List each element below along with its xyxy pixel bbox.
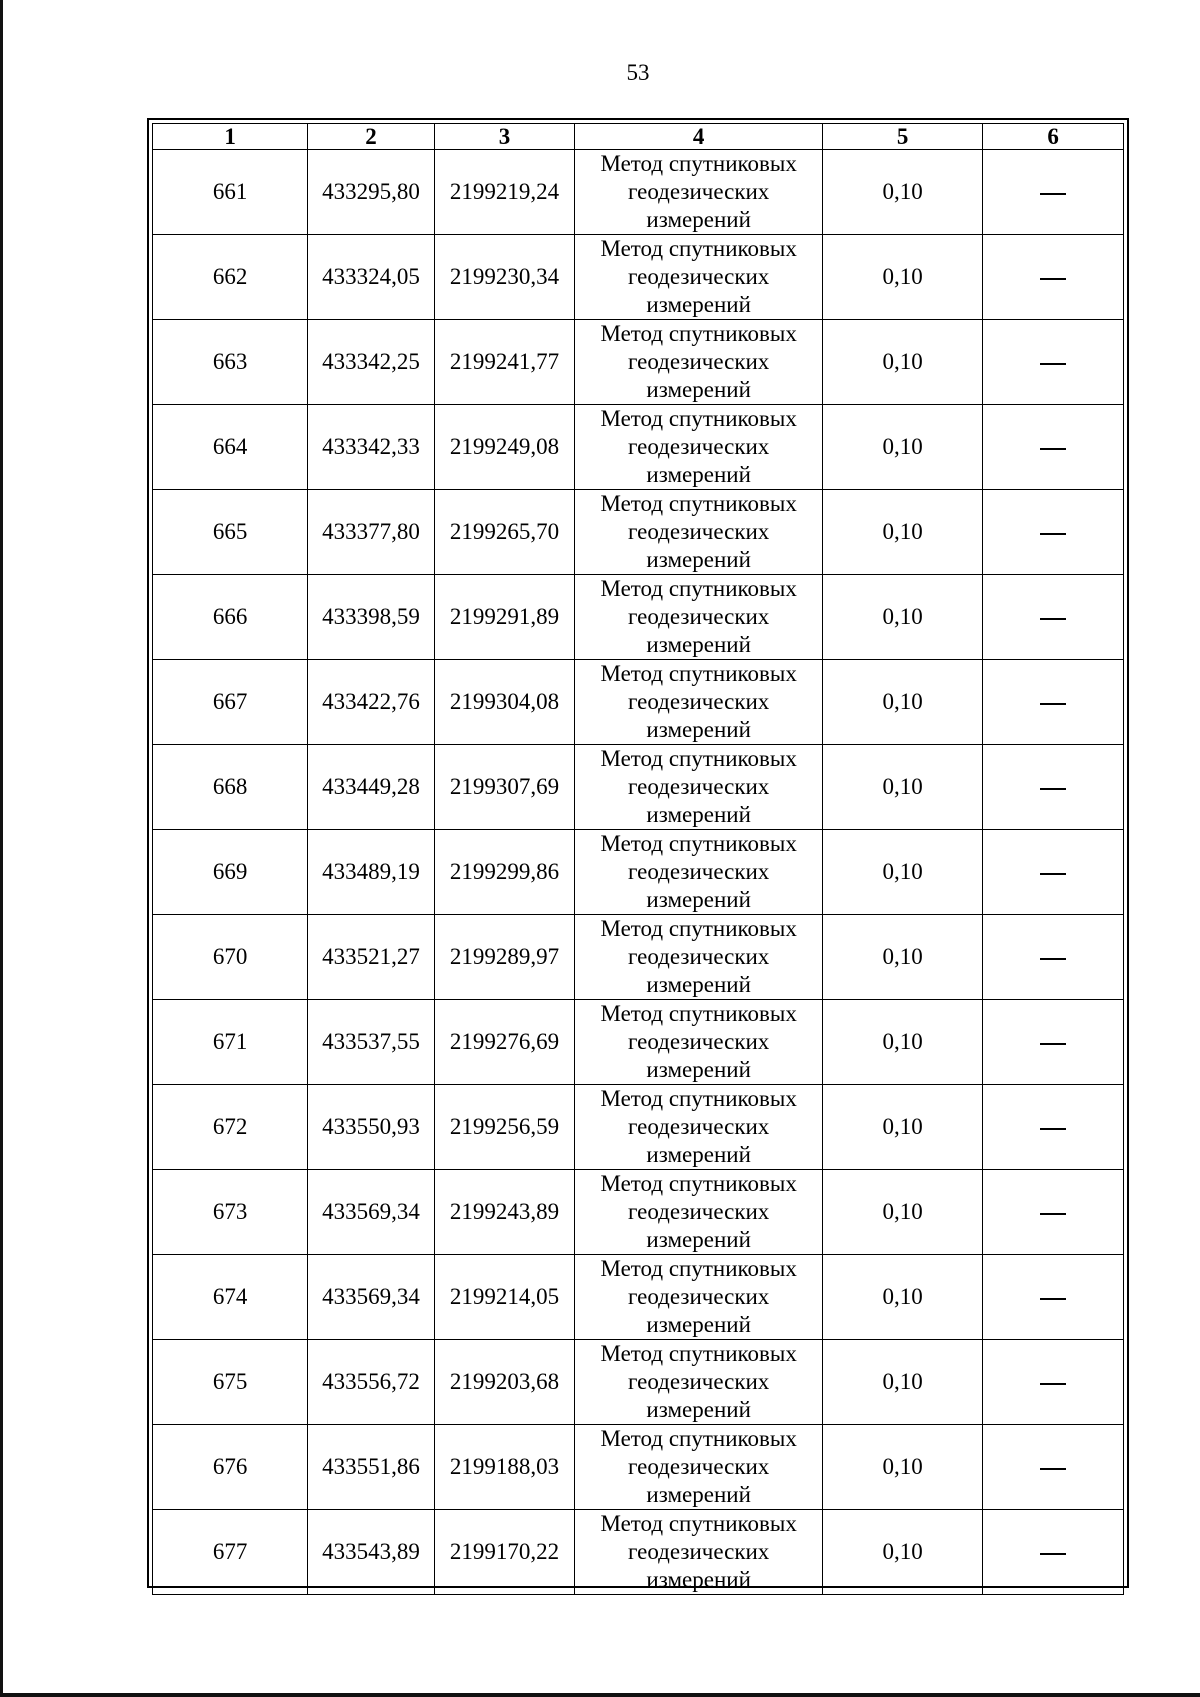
- accuracy-cell: 0,10: [822, 1255, 982, 1340]
- dash-mark: [1040, 193, 1066, 195]
- method-line: Метод спутниковых: [600, 746, 797, 771]
- x-coordinate-cell: 433556,72: [308, 1340, 434, 1425]
- accuracy-cell: 0,10: [822, 1170, 982, 1255]
- table-body: [153, 150, 1124, 1595]
- method-line: геодезических: [628, 604, 770, 629]
- method-line: измерений: [646, 1057, 751, 1082]
- y-coordinate-cell: 2199170,22: [434, 1510, 575, 1595]
- x-coordinate-cell: 433550,93: [308, 1085, 434, 1170]
- point-number-cell: 675: [153, 1340, 308, 1425]
- accuracy-cell: 0,10: [822, 1510, 982, 1595]
- table-row: [153, 575, 1124, 660]
- method-line: измерений: [646, 1567, 751, 1592]
- method-line: Метод спутниковых: [600, 1341, 797, 1366]
- method-line: геодезических: [628, 1114, 770, 1139]
- accuracy-cell: 0,10: [822, 660, 982, 745]
- method-line: измерений: [646, 887, 751, 912]
- y-coordinate-cell: 2199203,68: [434, 1340, 575, 1425]
- dash-mark: [1040, 1298, 1066, 1300]
- y-coordinate-cell: 2199188,03: [434, 1425, 575, 1510]
- y-coordinate-cell: 2199249,08: [434, 405, 575, 490]
- column-header: 5: [822, 124, 982, 150]
- dash-mark: [1040, 1553, 1066, 1555]
- method-line: геодезических: [628, 1199, 770, 1224]
- column-header: 2: [308, 124, 434, 150]
- accuracy-cell: 0,10: [822, 150, 982, 235]
- point-number-cell: 676: [153, 1425, 308, 1510]
- x-coordinate-cell: 433569,34: [308, 1255, 434, 1340]
- method-line: измерений: [646, 547, 751, 572]
- method-line: Метод спутниковых: [600, 661, 797, 686]
- method-line: геодезических: [628, 349, 770, 374]
- method-line: Метод спутниковых: [600, 1171, 797, 1196]
- point-number-cell: 662: [153, 235, 308, 320]
- method-cell: [575, 405, 823, 490]
- accuracy-cell: 0,10: [822, 1425, 982, 1510]
- method-line: Метод спутниковых: [600, 406, 797, 431]
- method-cell: [575, 320, 823, 405]
- point-number-cell: 671: [153, 1000, 308, 1085]
- column-header: 6: [983, 124, 1124, 150]
- x-coordinate-cell: 433521,27: [308, 915, 434, 1000]
- x-coordinate-cell: 433489,19: [308, 830, 434, 915]
- y-coordinate-cell: 2199299,86: [434, 830, 575, 915]
- accuracy-cell: 0,10: [822, 1085, 982, 1170]
- dash-mark: [1040, 363, 1066, 365]
- method-line: измерений: [646, 207, 751, 232]
- x-coordinate-cell: 433537,55: [308, 1000, 434, 1085]
- method-line: Метод спутниковых: [600, 1426, 797, 1451]
- table-row: [153, 320, 1124, 405]
- y-coordinate-cell: 2199256,59: [434, 1085, 575, 1170]
- method-cell: [575, 1425, 823, 1510]
- point-number-cell: 672: [153, 1085, 308, 1170]
- y-coordinate-cell: 2199265,70: [434, 490, 575, 575]
- method-line: геодезических: [628, 774, 770, 799]
- table-row: [153, 150, 1124, 235]
- note-cell: [983, 1510, 1124, 1595]
- method-cell: [575, 660, 823, 745]
- x-coordinate-cell: 433324,05: [308, 235, 434, 320]
- table-row: [153, 1340, 1124, 1425]
- table-row: [153, 405, 1124, 490]
- method-cell: [575, 745, 823, 830]
- method-line: геодезических: [628, 1369, 770, 1394]
- dash-mark: [1040, 533, 1066, 535]
- dash-mark: [1040, 958, 1066, 960]
- table-row: [153, 1255, 1124, 1340]
- x-coordinate-cell: 433398,59: [308, 575, 434, 660]
- accuracy-cell: 0,10: [822, 320, 982, 405]
- y-coordinate-cell: 2199219,24: [434, 150, 575, 235]
- y-coordinate-cell: 2199304,08: [434, 660, 575, 745]
- dash-mark: [1040, 873, 1066, 875]
- table-row: [153, 1510, 1124, 1595]
- note-cell: [983, 575, 1124, 660]
- method-cell: [575, 1255, 823, 1340]
- method-line: измерений: [646, 1142, 751, 1167]
- accuracy-cell: 0,10: [822, 1000, 982, 1085]
- method-line: Метод спутниковых: [600, 151, 797, 176]
- point-number-cell: 667: [153, 660, 308, 745]
- method-line: Метод спутниковых: [600, 321, 797, 346]
- method-line: измерений: [646, 1482, 751, 1507]
- y-coordinate-cell: 2199230,34: [434, 235, 575, 320]
- note-cell: [983, 1000, 1124, 1085]
- note-cell: [983, 1085, 1124, 1170]
- dash-mark: [1040, 1213, 1066, 1215]
- y-coordinate-cell: 2199214,05: [434, 1255, 575, 1340]
- point-number-cell: 669: [153, 830, 308, 915]
- coordinates-table: [152, 123, 1124, 1595]
- dash-mark: [1040, 703, 1066, 705]
- method-line: Метод спутниковых: [600, 1511, 797, 1536]
- note-cell: [983, 1425, 1124, 1510]
- accuracy-cell: 0,10: [822, 1340, 982, 1425]
- page-number: 53: [626, 60, 650, 85]
- scan-edge-bottom: [0, 1693, 1200, 1697]
- method-line: измерений: [646, 717, 751, 742]
- method-line: Метод спутниковых: [600, 1086, 797, 1111]
- method-cell: [575, 1510, 823, 1595]
- method-cell: [575, 150, 823, 235]
- x-coordinate-cell: 433551,86: [308, 1425, 434, 1510]
- method-cell: [575, 1085, 823, 1170]
- method-cell: [575, 1170, 823, 1255]
- method-cell: [575, 490, 823, 575]
- method-cell: [575, 1340, 823, 1425]
- method-line: Метод спутниковых: [600, 916, 797, 941]
- dash-mark: [1040, 788, 1066, 790]
- x-coordinate-cell: 433342,25: [308, 320, 434, 405]
- method-line: геодезических: [628, 519, 770, 544]
- method-cell: [575, 575, 823, 660]
- x-coordinate-cell: 433569,34: [308, 1170, 434, 1255]
- method-line: Метод спутниковых: [600, 831, 797, 856]
- note-cell: [983, 320, 1124, 405]
- note-cell: [983, 1255, 1124, 1340]
- method-line: измерений: [646, 292, 751, 317]
- note-cell: [983, 1340, 1124, 1425]
- dash-mark: [1040, 448, 1066, 450]
- method-cell: [575, 235, 823, 320]
- point-number-cell: 665: [153, 490, 308, 575]
- method-line: измерений: [646, 1397, 751, 1422]
- method-line: измерений: [646, 802, 751, 827]
- table-header-row: [153, 124, 1124, 150]
- method-line: Метод спутниковых: [600, 1001, 797, 1026]
- note-cell: [983, 830, 1124, 915]
- dash-mark: [1040, 1043, 1066, 1045]
- accuracy-cell: 0,10: [822, 490, 982, 575]
- note-cell: [983, 235, 1124, 320]
- dash-mark: [1040, 1383, 1066, 1385]
- method-line: измерений: [646, 1227, 751, 1252]
- note-cell: [983, 490, 1124, 575]
- method-cell: [575, 830, 823, 915]
- accuracy-cell: 0,10: [822, 405, 982, 490]
- point-number-cell: 666: [153, 575, 308, 660]
- point-number-cell: 670: [153, 915, 308, 1000]
- accuracy-cell: 0,10: [822, 830, 982, 915]
- point-number-cell: 677: [153, 1510, 308, 1595]
- accuracy-cell: 0,10: [822, 575, 982, 660]
- method-cell: [575, 915, 823, 1000]
- method-line: Метод спутниковых: [600, 576, 797, 601]
- method-line: геодезических: [628, 264, 770, 289]
- method-line: Метод спутниковых: [600, 1256, 797, 1281]
- y-coordinate-cell: 2199241,77: [434, 320, 575, 405]
- method-line: геодезических: [628, 1029, 770, 1054]
- x-coordinate-cell: 433543,89: [308, 1510, 434, 1595]
- dash-mark: [1040, 1128, 1066, 1130]
- point-number-cell: 673: [153, 1170, 308, 1255]
- method-line: измерений: [646, 1312, 751, 1337]
- method-line: геодезических: [628, 1539, 770, 1564]
- accuracy-cell: 0,10: [822, 915, 982, 1000]
- dash-mark: [1040, 278, 1066, 280]
- y-coordinate-cell: 2199276,69: [434, 1000, 575, 1085]
- scan-edge-left: [0, 0, 3, 1697]
- y-coordinate-cell: 2199307,69: [434, 745, 575, 830]
- method-line: геодезических: [628, 859, 770, 884]
- method-line: геодезических: [628, 944, 770, 969]
- table-row: [153, 745, 1124, 830]
- note-cell: [983, 915, 1124, 1000]
- dash-mark: [1040, 1468, 1066, 1470]
- note-cell: [983, 1170, 1124, 1255]
- point-number-cell: 664: [153, 405, 308, 490]
- y-coordinate-cell: 2199289,97: [434, 915, 575, 1000]
- note-cell: [983, 660, 1124, 745]
- note-cell: [983, 405, 1124, 490]
- x-coordinate-cell: 433449,28: [308, 745, 434, 830]
- column-header: 3: [434, 124, 575, 150]
- table-row: [153, 1000, 1124, 1085]
- method-line: геодезических: [628, 1454, 770, 1479]
- method-line: геодезических: [628, 689, 770, 714]
- method-line: Метод спутниковых: [600, 236, 797, 261]
- x-coordinate-cell: 433422,76: [308, 660, 434, 745]
- table-frame: [147, 118, 1129, 1592]
- note-cell: [983, 745, 1124, 830]
- dash-mark: [1040, 618, 1066, 620]
- point-number-cell: 674: [153, 1255, 308, 1340]
- table-row: [153, 660, 1124, 745]
- method-line: геодезических: [628, 434, 770, 459]
- table-row: [153, 830, 1124, 915]
- note-cell: [983, 150, 1124, 235]
- table-row: [153, 915, 1124, 1000]
- accuracy-cell: 0,10: [822, 235, 982, 320]
- method-line: геодезических: [628, 1284, 770, 1309]
- x-coordinate-cell: 433342,33: [308, 405, 434, 490]
- method-line: измерений: [646, 632, 751, 657]
- table-row: [153, 490, 1124, 575]
- point-number-cell: 663: [153, 320, 308, 405]
- x-coordinate-cell: 433295,80: [308, 150, 434, 235]
- y-coordinate-cell: 2199291,89: [434, 575, 575, 660]
- table-row: [153, 1425, 1124, 1510]
- method-line: измерений: [646, 462, 751, 487]
- y-coordinate-cell: 2199243,89: [434, 1170, 575, 1255]
- x-coordinate-cell: 433377,80: [308, 490, 434, 575]
- table-row: [153, 1085, 1124, 1170]
- table-row: [153, 1170, 1124, 1255]
- method-line: измерений: [646, 377, 751, 402]
- method-line: геодезических: [628, 179, 770, 204]
- method-line: измерений: [646, 972, 751, 997]
- column-header: 1: [153, 124, 308, 150]
- point-number-cell: 661: [153, 150, 308, 235]
- method-cell: [575, 1000, 823, 1085]
- point-number-cell: 668: [153, 745, 308, 830]
- table-row: [153, 235, 1124, 320]
- method-line: Метод спутниковых: [600, 491, 797, 516]
- column-header: 4: [575, 124, 823, 150]
- accuracy-cell: 0,10: [822, 745, 982, 830]
